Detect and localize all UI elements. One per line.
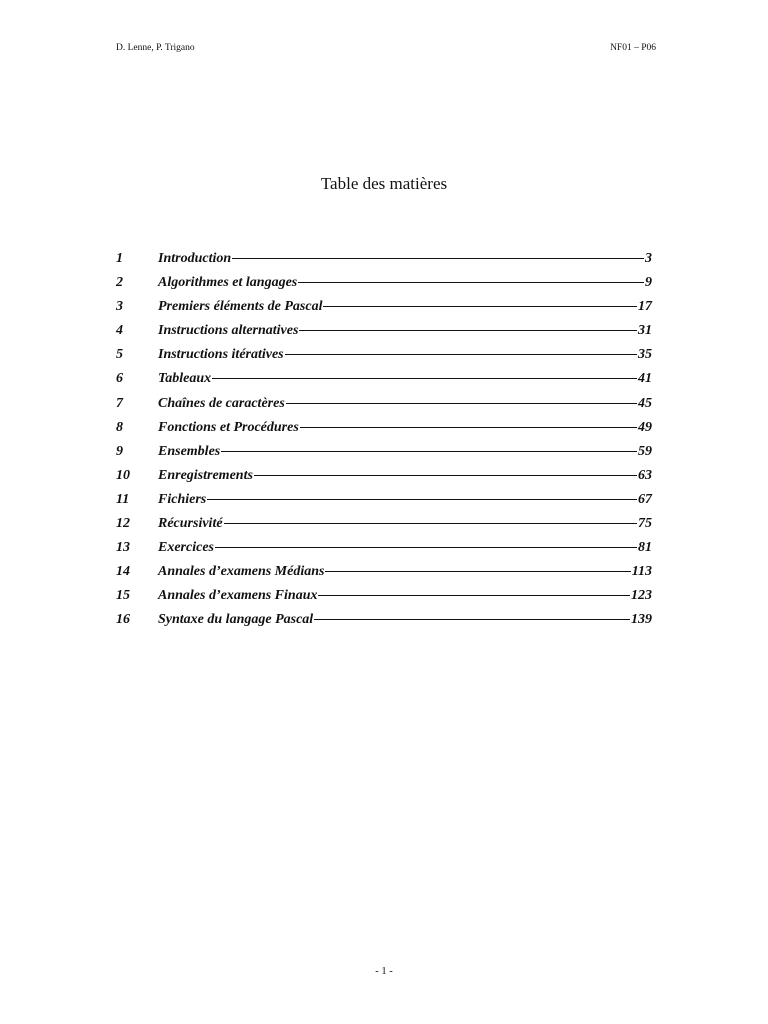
toc-entry-number: 3	[116, 299, 123, 315]
toc-leader-line	[325, 571, 630, 572]
toc-entry[interactable]	[116, 490, 652, 514]
toc-entry[interactable]	[116, 538, 652, 562]
toc-entry-number: 9	[116, 443, 123, 459]
table-of-contents	[116, 249, 652, 635]
toc-entry-number: 11	[116, 491, 130, 507]
toc-entry-title: Ensembles	[158, 443, 221, 459]
toc-entry[interactable]	[116, 345, 652, 369]
toc-entry-number: 5	[116, 347, 123, 363]
toc-entry[interactable]	[116, 297, 652, 321]
toc-entry-page-number: 31	[638, 323, 652, 339]
toc-entry-number: 8	[116, 419, 123, 435]
toc-entry-page-number: 63	[638, 467, 652, 483]
toc-leader-line	[286, 403, 637, 404]
toc-entry-page-number: 35	[638, 347, 652, 363]
toc-entry-number: 6	[116, 371, 123, 387]
toc-entry-title: Premiers éléments de Pascal	[158, 299, 323, 315]
toc-entry-page-number: 113	[631, 564, 652, 580]
footer-page-number: - 1 -	[375, 966, 393, 977]
toc-entry-page-number: 67	[638, 491, 652, 507]
toc-entry-title: Tableaux	[158, 371, 212, 387]
toc-entry-number: 2	[116, 275, 123, 291]
toc-entry[interactable]	[116, 394, 652, 418]
toc-leader-line	[298, 282, 644, 283]
toc-entry[interactable]	[116, 369, 652, 393]
toc-leader-line	[299, 330, 637, 331]
toc-entry[interactable]	[116, 610, 652, 634]
toc-leader-line	[318, 595, 630, 596]
toc-entry-title: Récursivité	[158, 516, 223, 532]
toc-leader-line	[323, 306, 637, 307]
header-authors: D. Lenne, P. Trigano	[116, 43, 195, 53]
toc-entry[interactable]	[116, 586, 652, 610]
toc-leader-line	[224, 523, 637, 524]
toc-entry-page-number: 9	[645, 275, 652, 291]
toc-entry-title: Instructions alternatives	[158, 323, 299, 339]
toc-entry-number: 12	[116, 516, 130, 532]
toc-leader-line	[215, 547, 637, 548]
toc-entry[interactable]	[116, 442, 652, 466]
toc-leader-line	[212, 378, 637, 379]
toc-entry[interactable]	[116, 273, 652, 297]
toc-entry-page-number: 45	[638, 395, 652, 411]
toc-entry-page-number: 17	[638, 299, 652, 315]
toc-entry-number: 1	[116, 251, 123, 266]
toc-entry-title: Algorithmes et langages	[158, 275, 298, 291]
toc-entry-number: 13	[116, 540, 130, 556]
toc-leader-line	[254, 475, 637, 476]
header-course-code: NF01 – P06	[610, 43, 656, 53]
toc-entry-number: 15	[116, 588, 130, 604]
toc-entry-title: Annales d’examens Finaux	[158, 588, 318, 604]
toc-entry-page-number: 3	[645, 251, 652, 266]
toc-leader-line	[232, 258, 644, 259]
toc-entry-number: 14	[116, 564, 130, 580]
toc-entry-page-number: 59	[638, 443, 652, 459]
toc-leader-line	[314, 619, 630, 620]
toc-entry-title: Enregistrements	[158, 467, 253, 483]
toc-entry-page-number: 49	[638, 419, 652, 435]
toc-entry-title: Syntaxe du langage Pascal	[158, 612, 314, 628]
toc-entry[interactable]	[116, 249, 652, 273]
toc-entry[interactable]	[116, 562, 652, 586]
toc-entry[interactable]	[116, 321, 652, 345]
toc-entry-title: Chaînes de caractères	[158, 395, 285, 411]
toc-entry-number: 7	[116, 395, 123, 411]
toc-leader-line	[221, 451, 637, 452]
toc-entry-page-number: 41	[638, 371, 652, 387]
toc-entry-number: 4	[116, 323, 123, 339]
toc-entry[interactable]	[116, 466, 652, 490]
toc-entry-number: 16	[116, 612, 130, 628]
toc-entry-page-number: 139	[631, 612, 652, 628]
toc-entry-page-number: 75	[638, 516, 652, 532]
toc-entry-number: 10	[116, 467, 130, 483]
toc-entry[interactable]	[116, 514, 652, 538]
toc-entry[interactable]	[116, 418, 652, 442]
toc-entry-title: Fichiers	[158, 491, 207, 507]
toc-entry-title: Instructions itératives	[158, 347, 284, 363]
toc-leader-line	[300, 427, 637, 428]
toc-entry-page-number: 81	[638, 540, 652, 556]
toc-leader-line	[285, 354, 637, 355]
toc-entry-title: Fonctions et Procédures	[158, 419, 299, 435]
toc-entry-page-number: 123	[631, 588, 652, 604]
toc-leader-line	[207, 499, 637, 500]
toc-entry-title: Annales d’examens Médians	[158, 564, 325, 580]
toc-entry-title: Introduction	[158, 251, 232, 266]
toc-entry-title: Exercices	[158, 540, 214, 556]
page-title: Table des matières	[320, 174, 448, 193]
